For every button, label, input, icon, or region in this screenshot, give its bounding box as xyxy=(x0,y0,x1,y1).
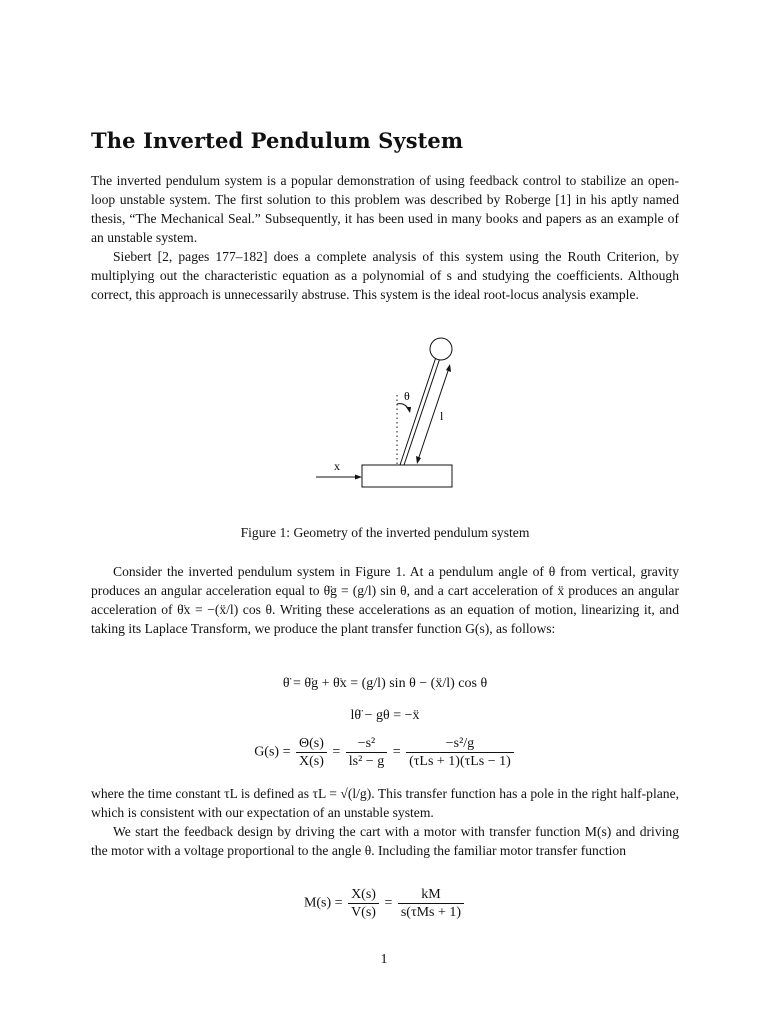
label-x: x xyxy=(334,459,340,473)
length-arrow-line xyxy=(418,368,449,460)
pendulum-bob xyxy=(430,338,452,360)
force-arrowhead xyxy=(355,475,362,480)
length-arrowhead-bottom xyxy=(416,456,421,464)
equation-4 xyxy=(91,886,679,921)
eq3-f3-denominator: (τLs + 1)(τLs − 1) xyxy=(409,754,511,769)
pendulum-rod-left xyxy=(400,357,436,465)
eq4-f2-denominator: s(τMs + 1) xyxy=(400,905,462,920)
eq3-equals-1: = xyxy=(332,744,341,760)
cart-rect xyxy=(362,465,452,487)
page-number: 1 xyxy=(380,952,388,967)
figure-caption: Figure 1: Geometry of the inverted pendulum system xyxy=(240,525,530,540)
eq3-lhs: G(s) = xyxy=(254,744,291,760)
eq4-f2-numerator: kM xyxy=(398,886,464,904)
eq3-f1-numerator: Θ(s) xyxy=(296,735,327,753)
eq3-f3-numerator: −s²/g xyxy=(406,735,514,753)
eq3-f2-denominator: ls² − g xyxy=(348,754,385,769)
angle-arc xyxy=(397,404,409,410)
intro-section xyxy=(91,171,679,304)
eq3-fraction-2 xyxy=(346,735,387,770)
label-l: l xyxy=(440,409,444,423)
angle-arrowhead xyxy=(406,407,411,413)
pendulum-figure xyxy=(300,330,470,500)
body-paragraph-1: Consider the inverted pendulum system in Figure 1. At a pendulum angle of θ from vertical, gravity produces an angular acceleration equal to θ̈g = (g/l) sin θ, and a cart acceleration of ẍ produces an angular acceleration of θ̈x = −(ẍ/l) cos θ. Writing these accelerations as an equation of motion, linearizing it, and taking its Laplace Transform, we produce the plant transfer function G(s), as follows: xyxy=(91,564,679,636)
eq4-f1-numerator: X(s) xyxy=(348,886,379,904)
eq3-f2-numerator: −s² xyxy=(346,735,387,753)
eq4-fraction-1 xyxy=(348,886,379,921)
eq3-fraction-1 xyxy=(296,735,327,770)
length-arrowhead-top xyxy=(446,364,451,372)
eq4-lhs: M(s) = xyxy=(303,895,343,911)
label-theta: θ xyxy=(404,389,410,403)
eq4-fraction-2 xyxy=(398,886,464,921)
eq4-equals: = xyxy=(384,895,393,911)
eq3-equals-2: = xyxy=(392,744,401,760)
body-paragraph-3: We start the feedback design by driving the cart with a motor with transfer function M(s) and driving the motor with a voltage proportional to the angle θ. Including the familiar motor transfer function xyxy=(91,824,679,858)
body-paragraph-2: where the time constant τL is defined as τL = √(l/g). This transfer function has a pole in the right half-plane, which is consistent with our expectation of an unstable system. xyxy=(91,786,679,820)
eq3-f1-denominator: X(s) xyxy=(298,754,324,769)
eq3-fraction-3 xyxy=(406,735,514,770)
intro-paragraph-2: Siebert [2, pages 177–182] does a complete analysis of this system using the Routh Criterion, by multiplying out the characteristic equation as a polynomial of s and studying the coefficients. Although correct, this approach is unnecessarily abstruse. This system is the ideal root-locus analysis example. xyxy=(91,249,679,302)
equation-2: lθ̈ − gθ = −ẍ xyxy=(350,708,420,723)
intro-paragraph-1: The inverted pendulum system is a popular demonstration of using feedback control to stabilize an open-loop unstable system. The first solution to this problem was described by Roberge [1] in his aptly named thesis, “The Mechanical Seal.” Subsequently, it has been used in many books and papers as an example of an unstable system. xyxy=(91,173,679,245)
equation-3 xyxy=(91,735,679,770)
eq4-f1-denominator: V(s) xyxy=(351,905,376,920)
equation-1: θ̈ = θ̈g + θ̈x = (g/l) sin θ − (ẍ/l) cos θ xyxy=(282,676,488,691)
page-title: The Inverted Pendulum System xyxy=(91,128,464,153)
